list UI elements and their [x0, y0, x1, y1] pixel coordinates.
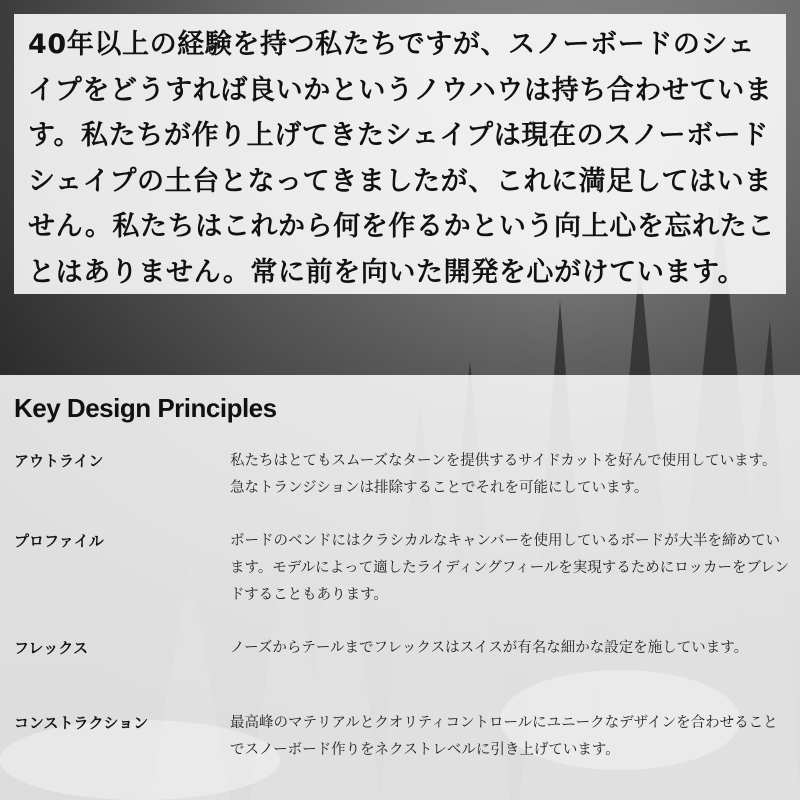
- intro-text: 40年以上の経験を持つ私たちですが、スノーボードのシェイプをどうすれば良いかというノウハウは持ち合わせています。私たちが作り上げてきたシェイプは現在のスノーボードシェイプの土台となってきましたが、これに満足してはいません。私たちはこれから何を作るかという向上心を忘れたことはありません。常に前を向いた開発を心がけています。: [28, 29, 775, 288]
- principle-description: 最高峰のマテリアルとクオリティコントロールにユニークなデザインを合わせることでスノーボード作りをネクストレベルに引き上げています。: [230, 715, 778, 758]
- principle-description: 私たちはとてもスムーズなターンを提供するサイドカットを好んで使用しています。急なトランジションは排除することでそれを可能にしています。: [230, 453, 777, 496]
- principle-row-outline: [14, 448, 800, 502]
- principle-row-construction: [14, 710, 800, 764]
- principle-term: アウトライン: [14, 452, 104, 470]
- principle-term: コンストラクション: [14, 714, 149, 732]
- principle-row-flex: [14, 635, 800, 662]
- design-principles-panel: [0, 375, 800, 800]
- principle-description: ボードのベンドにはクラシカルなキャンバーを使用しているボードが大半を締めています。モデルによって適したライディングフィールを実現するためにロッカーをブレンドすることもあります。: [230, 533, 790, 603]
- principle-description: ノーズからテールまでフレックスはスイスが有名な細かな設定を施しています。: [230, 640, 749, 656]
- principle-row-profile: [14, 528, 800, 609]
- principle-term: フレックス: [14, 639, 89, 657]
- principle-term: プロファイル: [14, 532, 104, 550]
- section-heading: Key Design Principles: [14, 393, 277, 423]
- intro-panel: [14, 14, 786, 294]
